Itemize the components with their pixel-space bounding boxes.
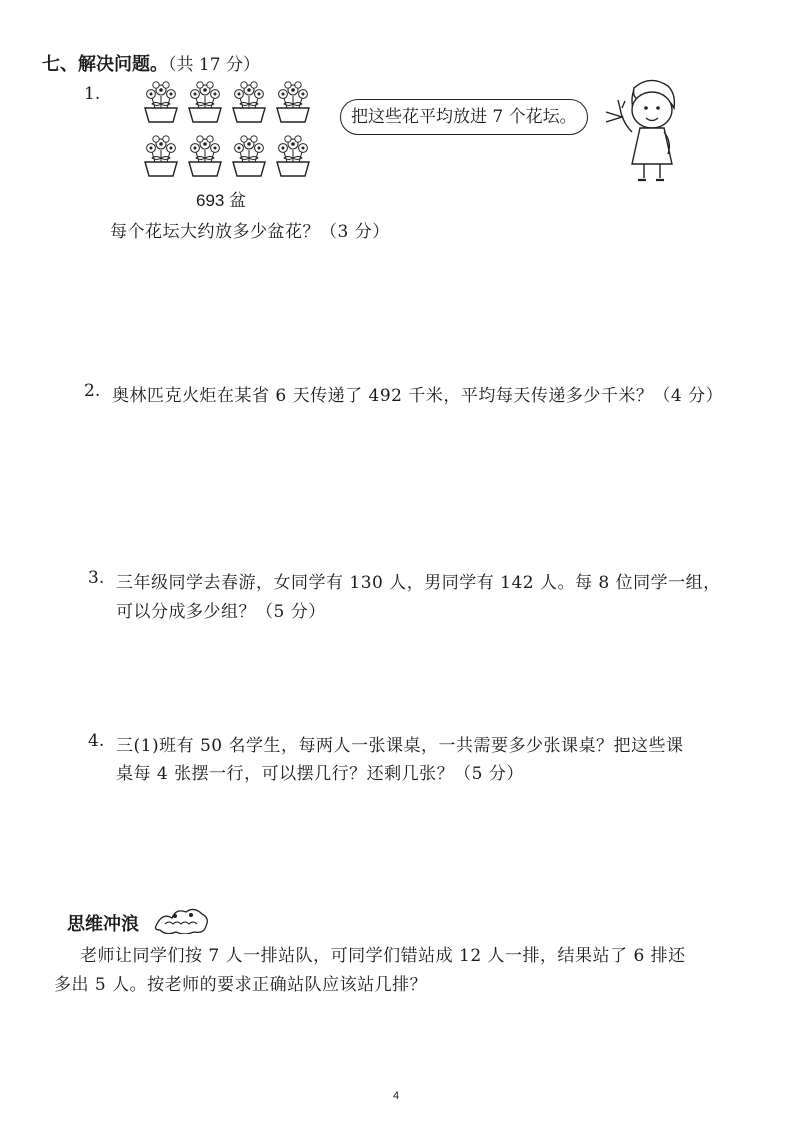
flower-pots-illustration xyxy=(140,80,320,190)
thinking-line-1: 老师让同学们按 7 人一排站队，可同学们错站成 12 人一排，结果站了 6 排还 xyxy=(80,946,686,966)
section-title-text: 七、解决问题。 xyxy=(42,54,168,75)
speech-bubble-text: 把这些花平均放进 7 个花坛。 xyxy=(351,107,577,127)
q4-line-2: 桌每 4 张摆一行，可以摆几行？还剩几张？（5 分） xyxy=(116,764,524,784)
q4-line-1: 三(1)班有 50 名学生，每两人一张课桌，一共需要多少张课桌？把这些课 xyxy=(116,736,684,756)
thinking-line-2: 多出 5 人。按老师的要求正确站队应该站几排？ xyxy=(54,975,428,995)
q4-number: 4. xyxy=(88,731,105,751)
page-number: 4 xyxy=(393,1090,400,1102)
girl-illustration xyxy=(606,76,690,186)
pot-count-label: 693 盆 xyxy=(196,191,247,210)
q3-line-2: 可以分成多少组？（5 分） xyxy=(116,602,326,622)
section-title xyxy=(42,50,260,76)
q1-question: 每个花坛大约放多少盆花？（3 分） xyxy=(110,222,390,242)
wave-icon xyxy=(153,904,211,934)
section-points: （共 17 分） xyxy=(168,55,260,75)
thinking-title: 思维冲浪 xyxy=(67,914,139,935)
q2-number: 2. xyxy=(84,381,101,401)
q2-text: 奥林匹克火炬在某省 6 天传递了 492 千米，平均每天传递多少千米？（4 分） xyxy=(112,386,724,406)
q3-line-1: 三年级同学去春游，女同学有 130 人，男同学有 142 人。每 8 位同学一组， xyxy=(116,573,721,593)
speech-bubble xyxy=(340,99,588,135)
q3-number: 3. xyxy=(88,568,105,588)
q1-number: 1. xyxy=(84,84,101,104)
